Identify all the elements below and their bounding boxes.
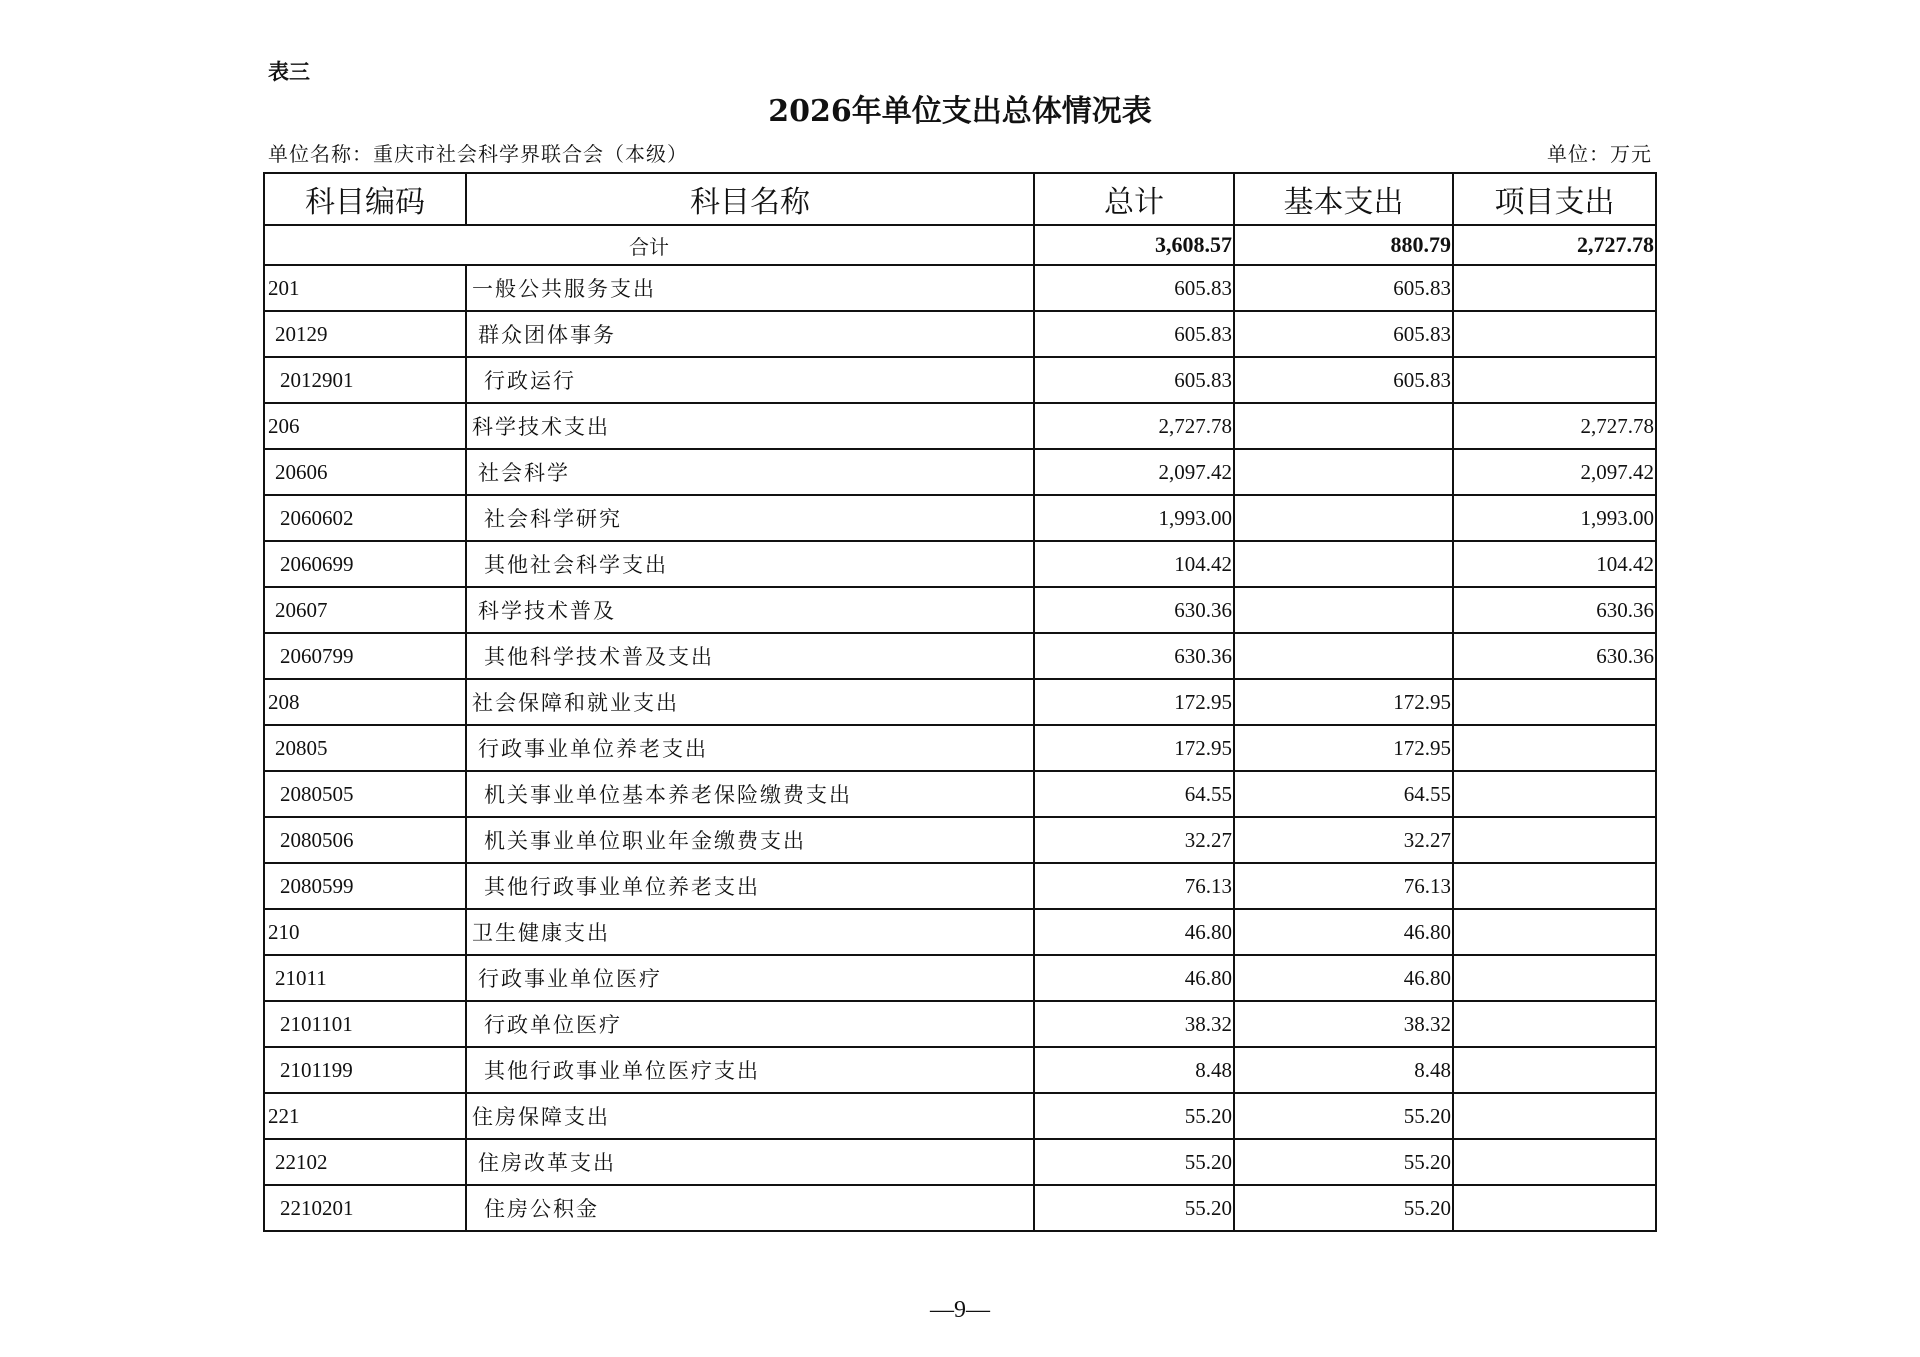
row-basic [1234, 495, 1453, 541]
row-basic [1234, 541, 1453, 587]
row-project: 2,097.42 [1453, 449, 1656, 495]
row-name: 机关事业单位职业年金缴费支出 [466, 817, 1034, 863]
table-row [264, 495, 1656, 541]
row-basic: 55.20 [1234, 1139, 1453, 1185]
row-name: 行政单位医疗 [466, 1001, 1034, 1047]
row-code: 2080506 [264, 817, 466, 863]
row-code: 20805 [264, 725, 466, 771]
row-total: 2,097.42 [1034, 449, 1234, 495]
row-code: 206 [264, 403, 466, 449]
row-total: 8.48 [1034, 1047, 1234, 1093]
row-basic: 46.80 [1234, 909, 1453, 955]
row-total: 630.36 [1034, 633, 1234, 679]
row-code: 210 [264, 909, 466, 955]
row-code: 2080599 [264, 863, 466, 909]
row-basic: 76.13 [1234, 863, 1453, 909]
row-code: 208 [264, 679, 466, 725]
row-total: 1,993.00 [1034, 495, 1234, 541]
row-project [1453, 1001, 1656, 1047]
table-row [264, 679, 1656, 725]
currency-unit: 单位：万元 [1547, 142, 1652, 166]
row-total: 38.32 [1034, 1001, 1234, 1047]
total-label: 合计 [264, 225, 1034, 265]
row-project [1453, 1047, 1656, 1093]
row-name: 住房保障支出 [466, 1093, 1034, 1139]
row-code: 2101101 [264, 1001, 466, 1047]
row-basic: 64.55 [1234, 771, 1453, 817]
row-name: 行政事业单位养老支出 [466, 725, 1034, 771]
table-row [264, 771, 1656, 817]
row-name: 群众团体事务 [466, 311, 1034, 357]
row-name: 其他社会科学支出 [466, 541, 1034, 587]
row-basic [1234, 587, 1453, 633]
row-total: 55.20 [1034, 1185, 1234, 1231]
row-basic: 172.95 [1234, 725, 1453, 771]
row-basic [1234, 403, 1453, 449]
row-basic: 605.83 [1234, 311, 1453, 357]
row-basic [1234, 449, 1453, 495]
row-project: 630.36 [1453, 587, 1656, 633]
table-row [264, 1047, 1656, 1093]
table-row [264, 909, 1656, 955]
row-name: 社会科学 [466, 449, 1034, 495]
row-project: 630.36 [1453, 633, 1656, 679]
row-basic: 8.48 [1234, 1047, 1453, 1093]
row-code: 2012901 [264, 357, 466, 403]
row-basic: 46.80 [1234, 955, 1453, 1001]
row-project [1453, 909, 1656, 955]
row-project [1453, 955, 1656, 1001]
table-row [264, 633, 1656, 679]
row-total: 172.95 [1034, 679, 1234, 725]
table-row [264, 863, 1656, 909]
row-total: 172.95 [1034, 725, 1234, 771]
table-row [264, 587, 1656, 633]
unit-name: 单位名称：重庆市社会科学界联合会（本级） [268, 142, 688, 166]
row-name: 其他行政事业单位养老支出 [466, 863, 1034, 909]
row-project [1453, 265, 1656, 311]
row-project [1453, 771, 1656, 817]
row-project [1453, 679, 1656, 725]
row-project: 104.42 [1453, 541, 1656, 587]
row-total: 2,727.78 [1034, 403, 1234, 449]
row-basic: 32.27 [1234, 817, 1453, 863]
header-code: 科目编码 [264, 173, 466, 225]
header-name: 科目名称 [466, 173, 1034, 225]
row-project [1453, 311, 1656, 357]
row-total: 55.20 [1034, 1139, 1234, 1185]
row-project [1453, 863, 1656, 909]
row-name: 科学技术支出 [466, 403, 1034, 449]
row-name: 其他科学技术普及支出 [466, 633, 1034, 679]
row-total: 605.83 [1034, 311, 1234, 357]
table-row [264, 1139, 1656, 1185]
table-row [264, 449, 1656, 495]
row-code: 2060699 [264, 541, 466, 587]
row-total: 55.20 [1034, 1093, 1234, 1139]
row-name: 行政事业单位医疗 [466, 955, 1034, 1001]
row-name: 住房公积金 [466, 1185, 1034, 1231]
row-project: 2,727.78 [1453, 403, 1656, 449]
row-total: 46.80 [1034, 909, 1234, 955]
table-row [264, 265, 1656, 311]
table-row [264, 541, 1656, 587]
row-total: 605.83 [1034, 357, 1234, 403]
row-name: 其他行政事业单位医疗支出 [466, 1047, 1034, 1093]
row-total: 32.27 [1034, 817, 1234, 863]
row-total: 605.83 [1034, 265, 1234, 311]
row-name: 社会保障和就业支出 [466, 679, 1034, 725]
table-row [264, 817, 1656, 863]
row-code: 2210201 [264, 1185, 466, 1231]
table-label: 表三 [268, 60, 310, 84]
row-basic: 172.95 [1234, 679, 1453, 725]
row-basic: 55.20 [1234, 1093, 1453, 1139]
row-basic: 38.32 [1234, 1001, 1453, 1047]
row-basic: 605.83 [1234, 265, 1453, 311]
row-project [1453, 817, 1656, 863]
page-title: 2026年单位支出总体情况表 [768, 94, 1152, 129]
row-basic [1234, 633, 1453, 679]
row-code: 201 [264, 265, 466, 311]
row-code: 22102 [264, 1139, 466, 1185]
header-row [264, 173, 1656, 225]
header-basic: 基本支出 [1234, 173, 1453, 225]
row-code: 2060602 [264, 495, 466, 541]
header-project: 项目支出 [1453, 173, 1656, 225]
row-code: 20607 [264, 587, 466, 633]
row-name: 科学技术普及 [466, 587, 1034, 633]
row-name: 行政运行 [466, 357, 1034, 403]
row-project [1453, 1185, 1656, 1231]
total-sum: 3,608.57 [1034, 225, 1234, 265]
row-basic: 55.20 [1234, 1185, 1453, 1231]
row-code: 21011 [264, 955, 466, 1001]
row-project [1453, 1093, 1656, 1139]
row-project [1453, 357, 1656, 403]
row-code: 2060799 [264, 633, 466, 679]
row-name: 住房改革支出 [466, 1139, 1034, 1185]
table-row [264, 725, 1656, 771]
row-code: 20606 [264, 449, 466, 495]
expenditure-table [263, 172, 1657, 1232]
row-name: 机关事业单位基本养老保险缴费支出 [466, 771, 1034, 817]
row-total: 104.42 [1034, 541, 1234, 587]
row-name: 一般公共服务支出 [466, 265, 1034, 311]
row-total: 64.55 [1034, 771, 1234, 817]
row-name: 社会科学研究 [466, 495, 1034, 541]
row-code: 2080505 [264, 771, 466, 817]
row-total: 630.36 [1034, 587, 1234, 633]
table-row [264, 1001, 1656, 1047]
table-row [264, 955, 1656, 1001]
row-total: 76.13 [1034, 863, 1234, 909]
total-row [264, 225, 1656, 265]
header-total: 总计 [1034, 173, 1234, 225]
row-project [1453, 725, 1656, 771]
table-row [264, 1185, 1656, 1231]
row-name: 卫生健康支出 [466, 909, 1034, 955]
row-code: 2101199 [264, 1047, 466, 1093]
row-project [1453, 1139, 1656, 1185]
row-code: 20129 [264, 311, 466, 357]
row-total: 46.80 [1034, 955, 1234, 1001]
page-number: —9— [930, 1297, 990, 1323]
table-row [264, 1093, 1656, 1139]
row-code: 221 [264, 1093, 466, 1139]
table-row [264, 357, 1656, 403]
table-row [264, 403, 1656, 449]
total-project: 2,727.78 [1453, 225, 1656, 265]
table-row [264, 311, 1656, 357]
total-basic: 880.79 [1234, 225, 1453, 265]
row-project: 1,993.00 [1453, 495, 1656, 541]
row-basic: 605.83 [1234, 357, 1453, 403]
